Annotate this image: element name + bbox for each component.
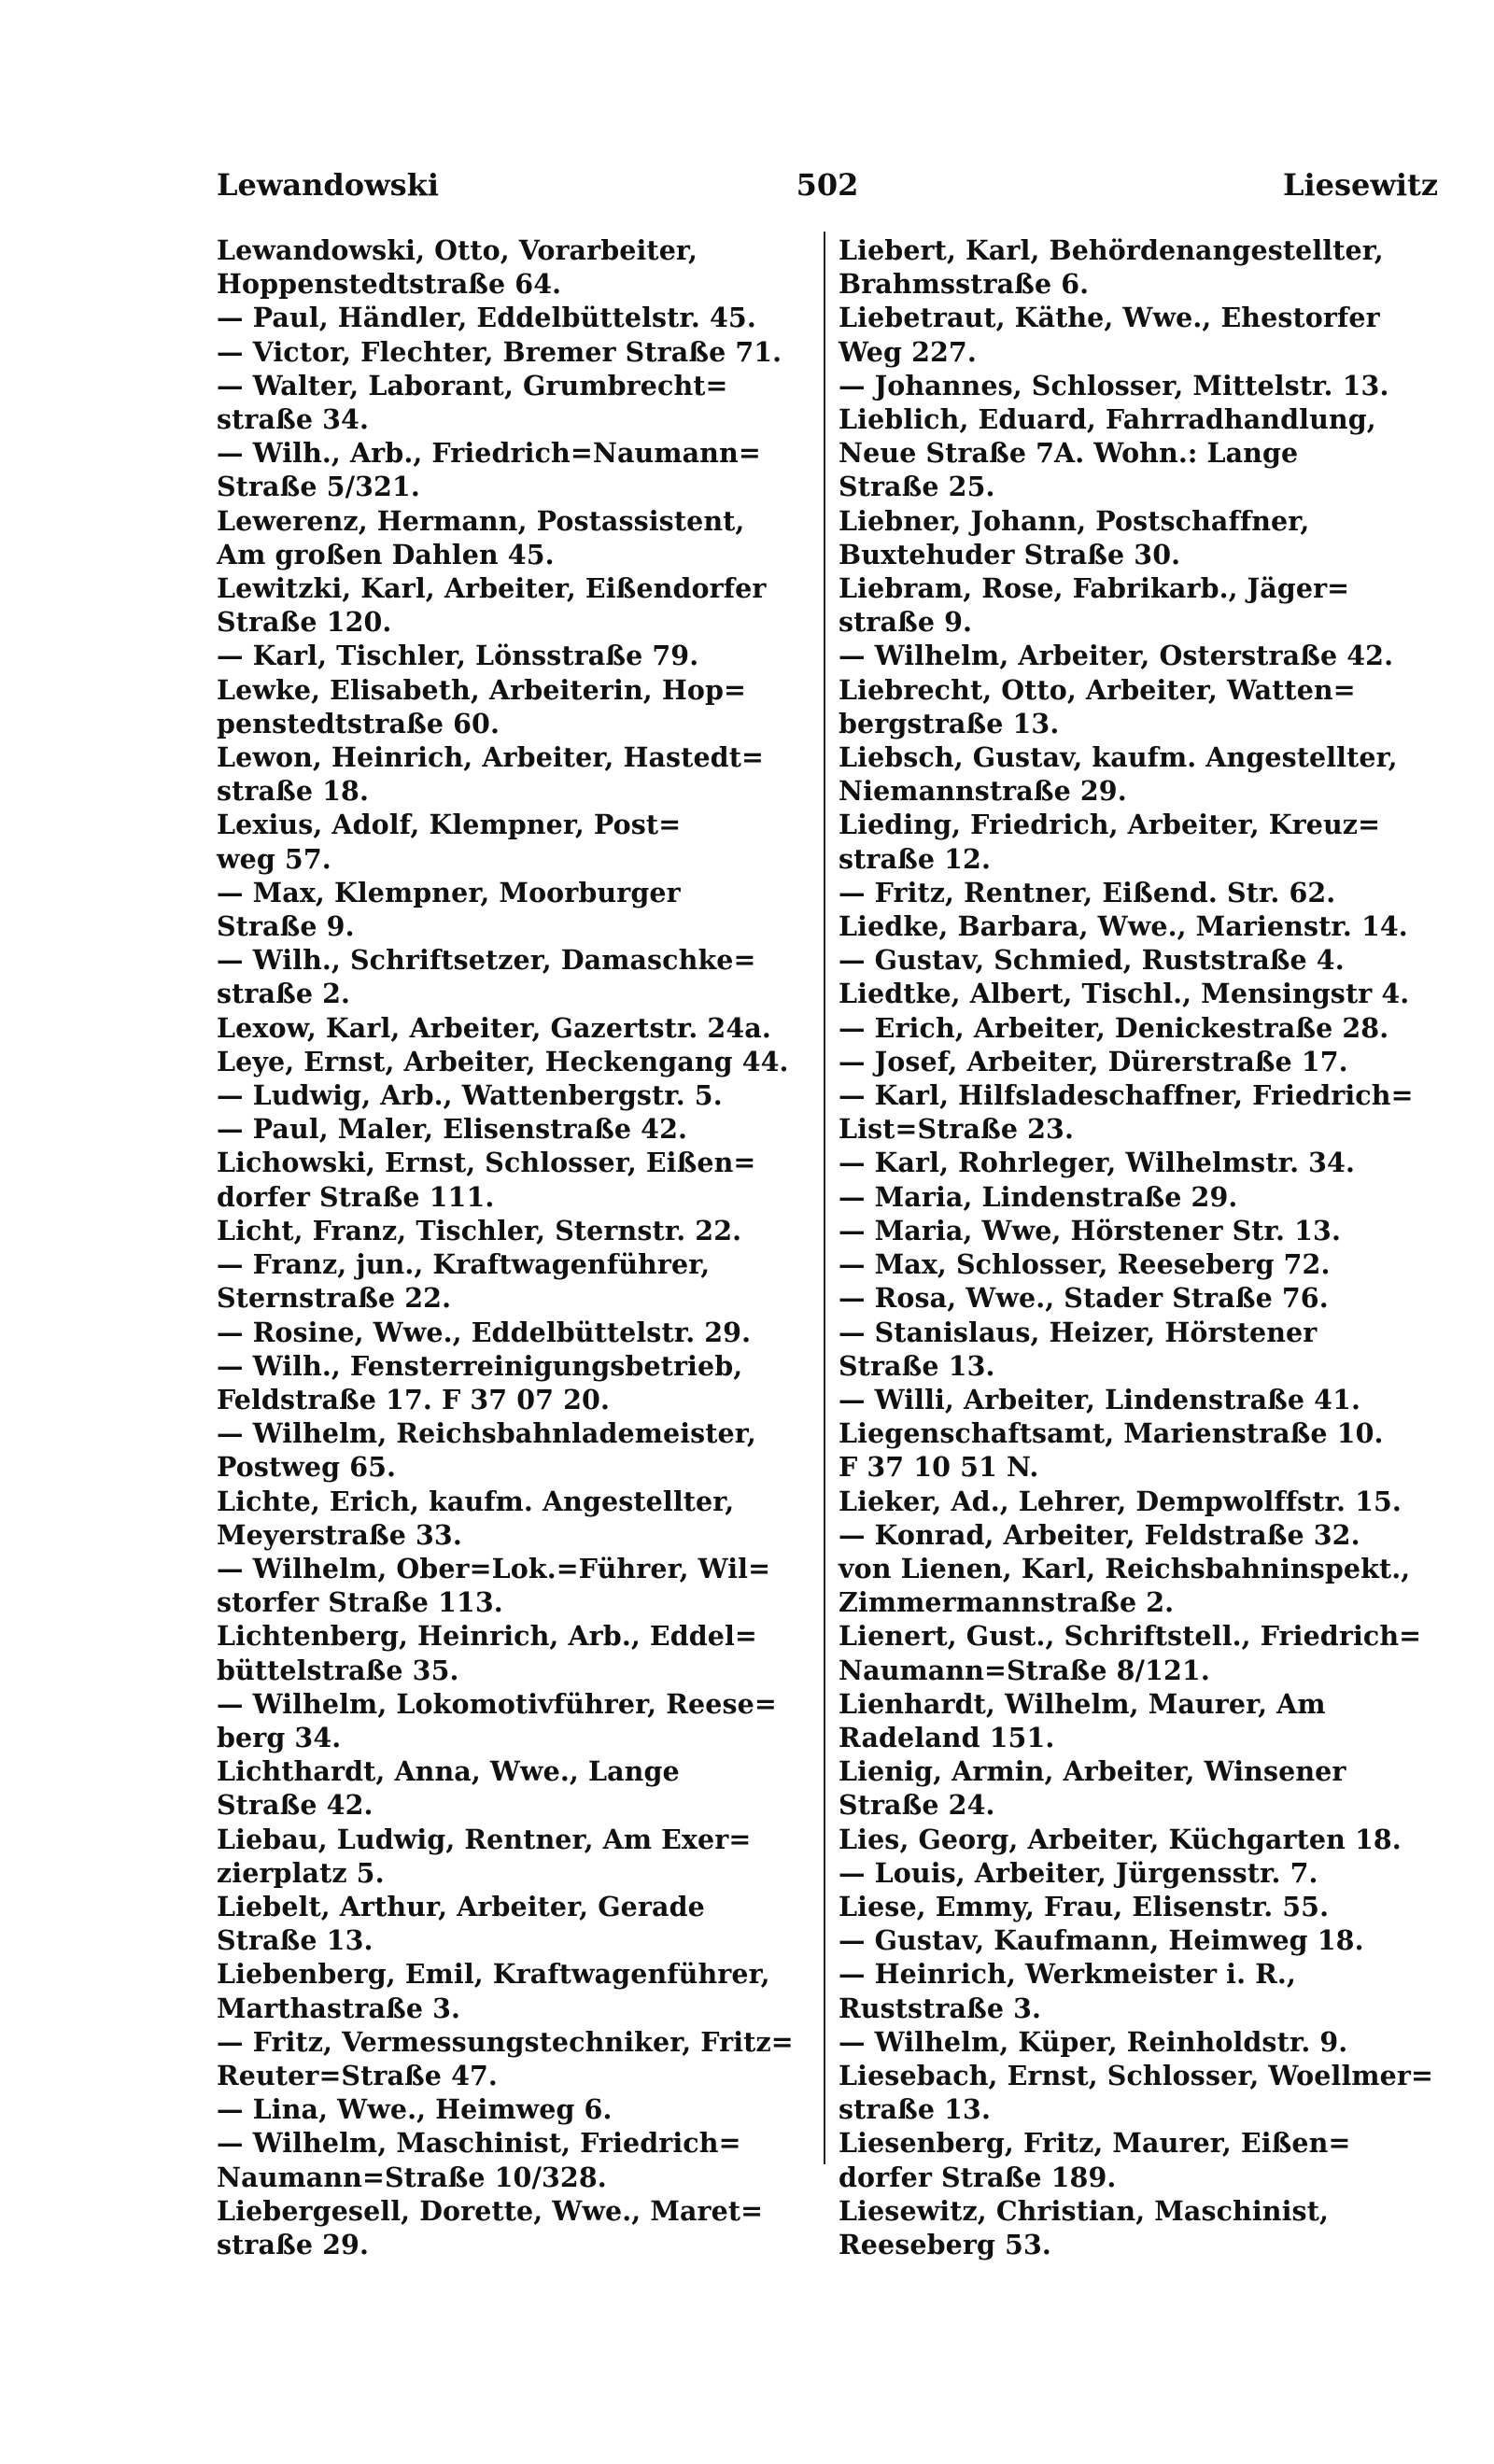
entry-continuation-line: Straße 5/321. xyxy=(217,471,420,503)
directory-entry xyxy=(217,1823,814,1890)
entry-line: — Walter, Laborant, Grumbrecht= xyxy=(217,369,728,401)
entry-line: — Wilhelm, Reichsbahnlademeister, xyxy=(217,1417,756,1450)
entry-continuation-line: Radeland 151. xyxy=(839,1721,1055,1753)
entry-line: Liebenberg, Emil, Kraftwagenführer, xyxy=(217,1958,770,1991)
entry-line: — Maria, Wwe, Hörstener Str. 13. xyxy=(839,1214,1341,1246)
entry-continuation-line: storfer Straße 113. xyxy=(217,1586,503,1619)
directory-entry xyxy=(217,2194,814,2261)
entry-line: Liedke, Barbara, Wwe., Marienstr. 14. xyxy=(839,910,1408,943)
entry-line: — Franz, jun., Kraftwagenführer, xyxy=(217,1248,711,1281)
directory-entry xyxy=(839,1923,1438,1957)
directory-entry xyxy=(217,2092,814,2126)
entry-line: Liebau, Ludwig, Rentner, Am Exer= xyxy=(217,1823,752,1855)
entry-continuation-line: Hoppenstedtstraße 64. xyxy=(217,268,562,301)
entry-continuation-line: Straße 42. xyxy=(217,1789,374,1822)
entry-line: Lienert, Gust., Schriftstell., Friedrich= xyxy=(839,1620,1422,1653)
entry-line: — Josef, Arbeiter, Dürerstraße 17. xyxy=(839,1045,1348,1077)
column-divider xyxy=(824,232,825,2164)
left-column xyxy=(217,233,814,2261)
entry-continuation-line: zierplatz 5. xyxy=(217,1856,385,1889)
entry-line: Liebner, Johann, Postschaffner, xyxy=(839,504,1310,537)
directory-entry xyxy=(217,369,814,436)
entry-line: Lieblich, Eduard, Fahrradhandlung, xyxy=(839,403,1376,436)
entry-line: — Karl, Tischler, Lönsstraße 79. xyxy=(217,640,699,672)
entry-line: Liedtke, Albert, Tischl., Mensingstr 4. xyxy=(839,978,1410,1010)
entry-line: — Gustav, Kaufmann, Heimweg 18. xyxy=(839,1924,1364,1957)
directory-entry xyxy=(217,1349,814,1416)
entry-line: Liebsch, Gustav, kaufm. Angestellter, xyxy=(839,741,1398,774)
entry-continuation-line: dorfer Straße 189. xyxy=(839,2161,1117,2193)
entry-continuation-line: weg 57. xyxy=(217,842,331,875)
entry-continuation-line: straße 12. xyxy=(839,842,991,875)
directory-entry xyxy=(217,673,814,740)
directory-entry xyxy=(839,1281,1438,1315)
header-last-name: Liesewitz xyxy=(1282,167,1438,203)
directory-entry xyxy=(839,1687,1438,1754)
directory-entry xyxy=(839,1078,1438,1146)
directory-entry xyxy=(217,233,814,301)
entry-line: Liebram, Rose, Fabrikarb., Jäger= xyxy=(839,572,1350,605)
entry-continuation-line: Brahmsstraße 6. xyxy=(839,268,1090,301)
entry-continuation-line: straße 9. xyxy=(839,606,973,639)
directory-entry xyxy=(839,1383,1438,1416)
directory-entry xyxy=(839,2126,1438,2193)
entry-continuation-line: straße 29. xyxy=(217,2228,369,2260)
entry-line: Lichowski, Ernst, Schlosser, Eißen= xyxy=(217,1147,756,1179)
directory-entry xyxy=(839,301,1438,368)
directory-entry xyxy=(839,1552,1438,1619)
directory-entry xyxy=(839,1619,1438,1686)
directory-entry xyxy=(839,1823,1438,1856)
directory-entry xyxy=(217,301,814,334)
entry-line: Lichte, Erich, kaufm. Angestellter, xyxy=(217,1485,735,1517)
entry-continuation-line: Weg 227. xyxy=(839,335,977,368)
entry-line: — Stanislaus, Heizer, Hörstener xyxy=(839,1316,1318,1348)
entry-line: Liegenschaftsamt, Marienstraße 10. xyxy=(839,1417,1384,1450)
entry-line: — Louis, Arbeiter, Jürgensstr. 7. xyxy=(839,1856,1318,1889)
entry-line: Lewitzki, Karl, Arbeiter, Eißendorfer xyxy=(217,572,767,605)
directory-entry xyxy=(839,1416,1438,1484)
directory-entry xyxy=(839,1214,1438,1247)
entry-line: — Wilhelm, Arbeiter, Osterstraße 42. xyxy=(839,640,1394,672)
directory-entry xyxy=(839,1957,1438,2024)
directory-entry xyxy=(217,571,814,639)
entry-continuation-line: List=Straße 23. xyxy=(839,1113,1074,1146)
entry-line: Liebert, Karl, Behördenangestellter, xyxy=(839,234,1384,266)
entry-line: Liese, Emmy, Frau, Elisenstr. 55. xyxy=(839,1890,1330,1922)
entry-continuation-line: Straße 120. xyxy=(217,606,392,639)
entry-line: — Karl, Rohrleger, Wilhelmstr. 34. xyxy=(839,1147,1356,1179)
entry-continuation-line: Straße 24. xyxy=(839,1789,995,1822)
directory-entry xyxy=(839,808,1438,875)
entry-line: Lewerenz, Hermann, Postassistent, xyxy=(217,504,745,537)
entry-line: Lewke, Elisabeth, Arbeiterin, Hop= xyxy=(217,673,746,706)
entry-line: Liesewitz, Christian, Maschinist, xyxy=(839,2194,1329,2227)
entry-line: Lies, Georg, Arbeiter, Küchgarten 18. xyxy=(839,1823,1402,1855)
entry-continuation-line: Niemannstraße 29. xyxy=(839,775,1127,808)
entry-line: — Rosine, Wwe., Eddelbüttelstr. 29. xyxy=(217,1316,752,1348)
directory-entry xyxy=(839,1890,1438,1923)
directory-entry xyxy=(217,1890,814,1957)
directory-entry xyxy=(217,639,814,672)
entry-line: Liesenberg, Fritz, Maurer, Eißen= xyxy=(839,2127,1351,2160)
directory-entry xyxy=(217,1214,814,1247)
entry-continuation-line: Meyerstraße 33. xyxy=(217,1518,462,1551)
entry-continuation-line: Reeseberg 53. xyxy=(839,2228,1051,2260)
entry-line: — Ludwig, Arb., Wattenbergstr. 5. xyxy=(217,1079,723,1112)
entry-continuation-line: straße 18. xyxy=(217,775,369,808)
directory-entry xyxy=(217,876,814,943)
entry-line: — Willi, Arbeiter, Lindenstraße 41. xyxy=(839,1383,1361,1415)
entry-line: — Karl, Hilfsladeschaffner, Friedrich= xyxy=(839,1079,1414,1112)
entry-continuation-line: Feldstraße 17. F 37 07 20. xyxy=(217,1383,610,1415)
entry-line: Licht, Franz, Tischler, Sternstr. 22. xyxy=(217,1214,742,1246)
directory-entry xyxy=(217,1146,814,1213)
directory-entry xyxy=(839,233,1438,301)
entry-continuation-line: bergstraße 13. xyxy=(839,707,1060,739)
entry-continuation-line: Straße 13. xyxy=(217,1924,374,1957)
entry-line: Lewandowski, Otto, Vorarbeiter, xyxy=(217,234,698,266)
directory-entry xyxy=(839,571,1438,639)
entry-line: Lienhardt, Wilhelm, Maurer, Am xyxy=(839,1687,1326,1720)
directory-entry xyxy=(839,673,1438,740)
entry-line: — Wilhelm, Lokomotivführer, Reese= xyxy=(217,1687,777,1720)
directory-entry xyxy=(839,1180,1438,1214)
directory-entry xyxy=(217,1011,814,1045)
directory-entry xyxy=(217,943,814,1010)
entry-continuation-line: Naumann=Straße 8/121. xyxy=(839,1654,1210,1686)
entry-line: von Lienen, Karl, Reichsbahninspekt., xyxy=(839,1552,1411,1584)
directory-entry xyxy=(217,808,814,875)
entry-line: — Maria, Lindenstraße 29. xyxy=(839,1180,1238,1213)
entry-line: — Paul, Händler, Eddelbüttelstr. 45. xyxy=(217,302,756,334)
header-first-name: Lewandowski xyxy=(217,167,440,203)
directory-entry xyxy=(839,977,1438,1010)
entry-line: Lichtenberg, Heinrich, Arb., Eddel= xyxy=(217,1620,757,1653)
entry-continuation-line: straße 34. xyxy=(217,403,369,436)
entry-line: Leye, Ernst, Arbeiter, Heckengang 44. xyxy=(217,1045,789,1077)
entry-continuation-line: Buxtehuder Straße 30. xyxy=(839,538,1181,570)
entry-line: — Wilhelm, Küper, Reinholdstr. 9. xyxy=(839,2025,1348,2058)
entry-continuation-line: straße 13. xyxy=(839,2093,991,2126)
entry-line: Liebelt, Arthur, Arbeiter, Gerade xyxy=(217,1890,705,1922)
directory-entry xyxy=(217,1957,814,2024)
right-column xyxy=(839,233,1438,2261)
entry-line: Liesebach, Ernst, Schlosser, Woellmer= xyxy=(839,2059,1433,2091)
entry-line: Liebergesell, Dorette, Wwe., Maret= xyxy=(217,2194,764,2227)
directory-entry xyxy=(839,2059,1438,2126)
entry-continuation-line: Sternstraße 22. xyxy=(217,1282,452,1315)
directory-entry xyxy=(839,1754,1438,1822)
page-header xyxy=(217,157,1438,213)
entry-continuation-line: Marthastraße 3. xyxy=(217,1992,461,2024)
entry-continuation-line: Postweg 65. xyxy=(217,1451,397,1484)
directory-entry xyxy=(839,1316,1438,1383)
directory-entry xyxy=(217,1485,814,1552)
directory-entry xyxy=(217,1078,814,1112)
entry-line: — Wilh., Arb., Friedrich=Naumann= xyxy=(217,437,761,470)
entry-line: — Lina, Wwe., Heimweg 6. xyxy=(217,2093,613,2126)
entry-continuation-line: berg 34. xyxy=(217,1721,342,1753)
directory-entry xyxy=(217,740,814,808)
directory-entry xyxy=(839,504,1438,571)
entry-line: — Fritz, Vermessungstechniker, Fritz= xyxy=(217,2025,794,2058)
entry-continuation-line: penstedtstraße 60. xyxy=(217,707,500,739)
entry-line: Lieding, Friedrich, Arbeiter, Kreuz= xyxy=(839,809,1381,841)
directory-entry xyxy=(839,1518,1438,1552)
entry-line: — Gustav, Schmied, Ruststraße 4. xyxy=(839,944,1345,977)
entry-continuation-line: Neue Straße 7A. Wohn.: Lange xyxy=(839,437,1299,470)
directory-entry xyxy=(839,1011,1438,1045)
entry-line: Lichthardt, Anna, Wwe., Lange xyxy=(217,1755,680,1788)
directory-entry xyxy=(217,2025,814,2092)
directory-entry xyxy=(839,1856,1438,1890)
entry-continuation-line: F 37 10 51 N. xyxy=(839,1451,1039,1484)
directory-entry xyxy=(839,1045,1438,1078)
directory-entry xyxy=(217,1552,814,1619)
directory-entry xyxy=(217,1112,814,1146)
entry-continuation-line: Ruststraße 3. xyxy=(839,1992,1042,2024)
entry-line: — Max, Klempner, Moorburger xyxy=(217,876,681,908)
entry-line: — Heinrich, Werkmeister i. R., xyxy=(839,1958,1296,1991)
entry-line: — Victor, Flechter, Bremer Straße 71. xyxy=(217,335,782,368)
directory-entry xyxy=(839,402,1438,504)
entry-line: — Rosa, Wwe., Stader Straße 76. xyxy=(839,1282,1329,1315)
entry-continuation-line: Naumann=Straße 10/328. xyxy=(217,2161,607,2193)
directory-entry xyxy=(217,1619,814,1686)
directory-entry xyxy=(217,436,814,503)
page-number: 502 xyxy=(796,167,859,203)
entry-continuation-line: Straße 9. xyxy=(217,910,355,943)
directory-entry xyxy=(217,2126,814,2193)
directory-entry xyxy=(839,639,1438,672)
entry-line: — Wilhelm, Maschinist, Friedrich= xyxy=(217,2127,741,2160)
directory-entry xyxy=(839,2194,1438,2261)
directory-entry xyxy=(839,876,1438,909)
directory-entry xyxy=(839,1485,1438,1518)
entry-line: — Johannes, Schlosser, Mittelstr. 13. xyxy=(839,369,1389,401)
entry-line: Lexow, Karl, Arbeiter, Gazertstr. 24a. xyxy=(217,1011,771,1044)
directory-entry xyxy=(217,504,814,571)
entry-continuation-line: Straße 13. xyxy=(839,1349,995,1382)
entry-continuation-line: Am großen Dahlen 45. xyxy=(217,538,555,570)
directory-entry xyxy=(217,1754,814,1822)
entry-line: Lieker, Ad., Lehrer, Dempwolffstr. 15. xyxy=(839,1485,1402,1517)
directory-entry xyxy=(839,1247,1438,1281)
entry-line: — Wilh., Schriftsetzer, Damaschke= xyxy=(217,944,756,977)
directory-entry xyxy=(217,1316,814,1349)
directory-entry xyxy=(839,909,1438,943)
entry-line: Liebetraut, Käthe, Wwe., Ehestorfer xyxy=(839,302,1380,334)
entry-line: — Fritz, Rentner, Eißend. Str. 62. xyxy=(839,876,1336,908)
entry-line: — Erich, Arbeiter, Denickestraße 28. xyxy=(839,1011,1389,1044)
directory-entry xyxy=(839,943,1438,977)
directory-entry xyxy=(217,1416,814,1484)
entry-continuation-line: straße 2. xyxy=(217,978,351,1010)
entry-continuation-line: dorfer Straße 111. xyxy=(217,1180,495,1213)
directory-entry xyxy=(217,1247,814,1315)
directory-entry xyxy=(217,1045,814,1078)
entry-line: — Wilh., Fensterreinigungsbetrieb, xyxy=(217,1349,743,1382)
entry-continuation-line: Zimmermannstraße 2. xyxy=(839,1586,1175,1619)
directory-entry xyxy=(839,2025,1438,2059)
directory-entry xyxy=(217,335,814,369)
entry-continuation-line: Straße 25. xyxy=(839,471,995,503)
entry-line: — Max, Schlosser, Reeseberg 72. xyxy=(839,1248,1331,1281)
directory-entry xyxy=(217,1687,814,1754)
entry-continuation-line: büttelstraße 35. xyxy=(217,1654,459,1686)
directory-entry xyxy=(839,1146,1438,1179)
directory-entry xyxy=(839,369,1438,402)
entry-line: Liebrecht, Otto, Arbeiter, Watten= xyxy=(839,673,1356,706)
entry-line: — Konrad, Arbeiter, Feldstraße 32. xyxy=(839,1518,1360,1551)
entry-line: Lewon, Heinrich, Arbeiter, Hastedt= xyxy=(217,741,764,774)
entry-line: — Wilhelm, Ober=Lok.=Führer, Wil= xyxy=(217,1552,771,1584)
entry-continuation-line: Reuter=Straße 47. xyxy=(217,2059,498,2091)
entry-line: Lienig, Armin, Arbeiter, Winsener xyxy=(839,1755,1346,1788)
entry-line: — Paul, Maler, Elisenstraße 42. xyxy=(217,1113,688,1146)
directory-entry xyxy=(839,740,1438,808)
entry-line: Lexius, Adolf, Klempner, Post= xyxy=(217,809,682,841)
